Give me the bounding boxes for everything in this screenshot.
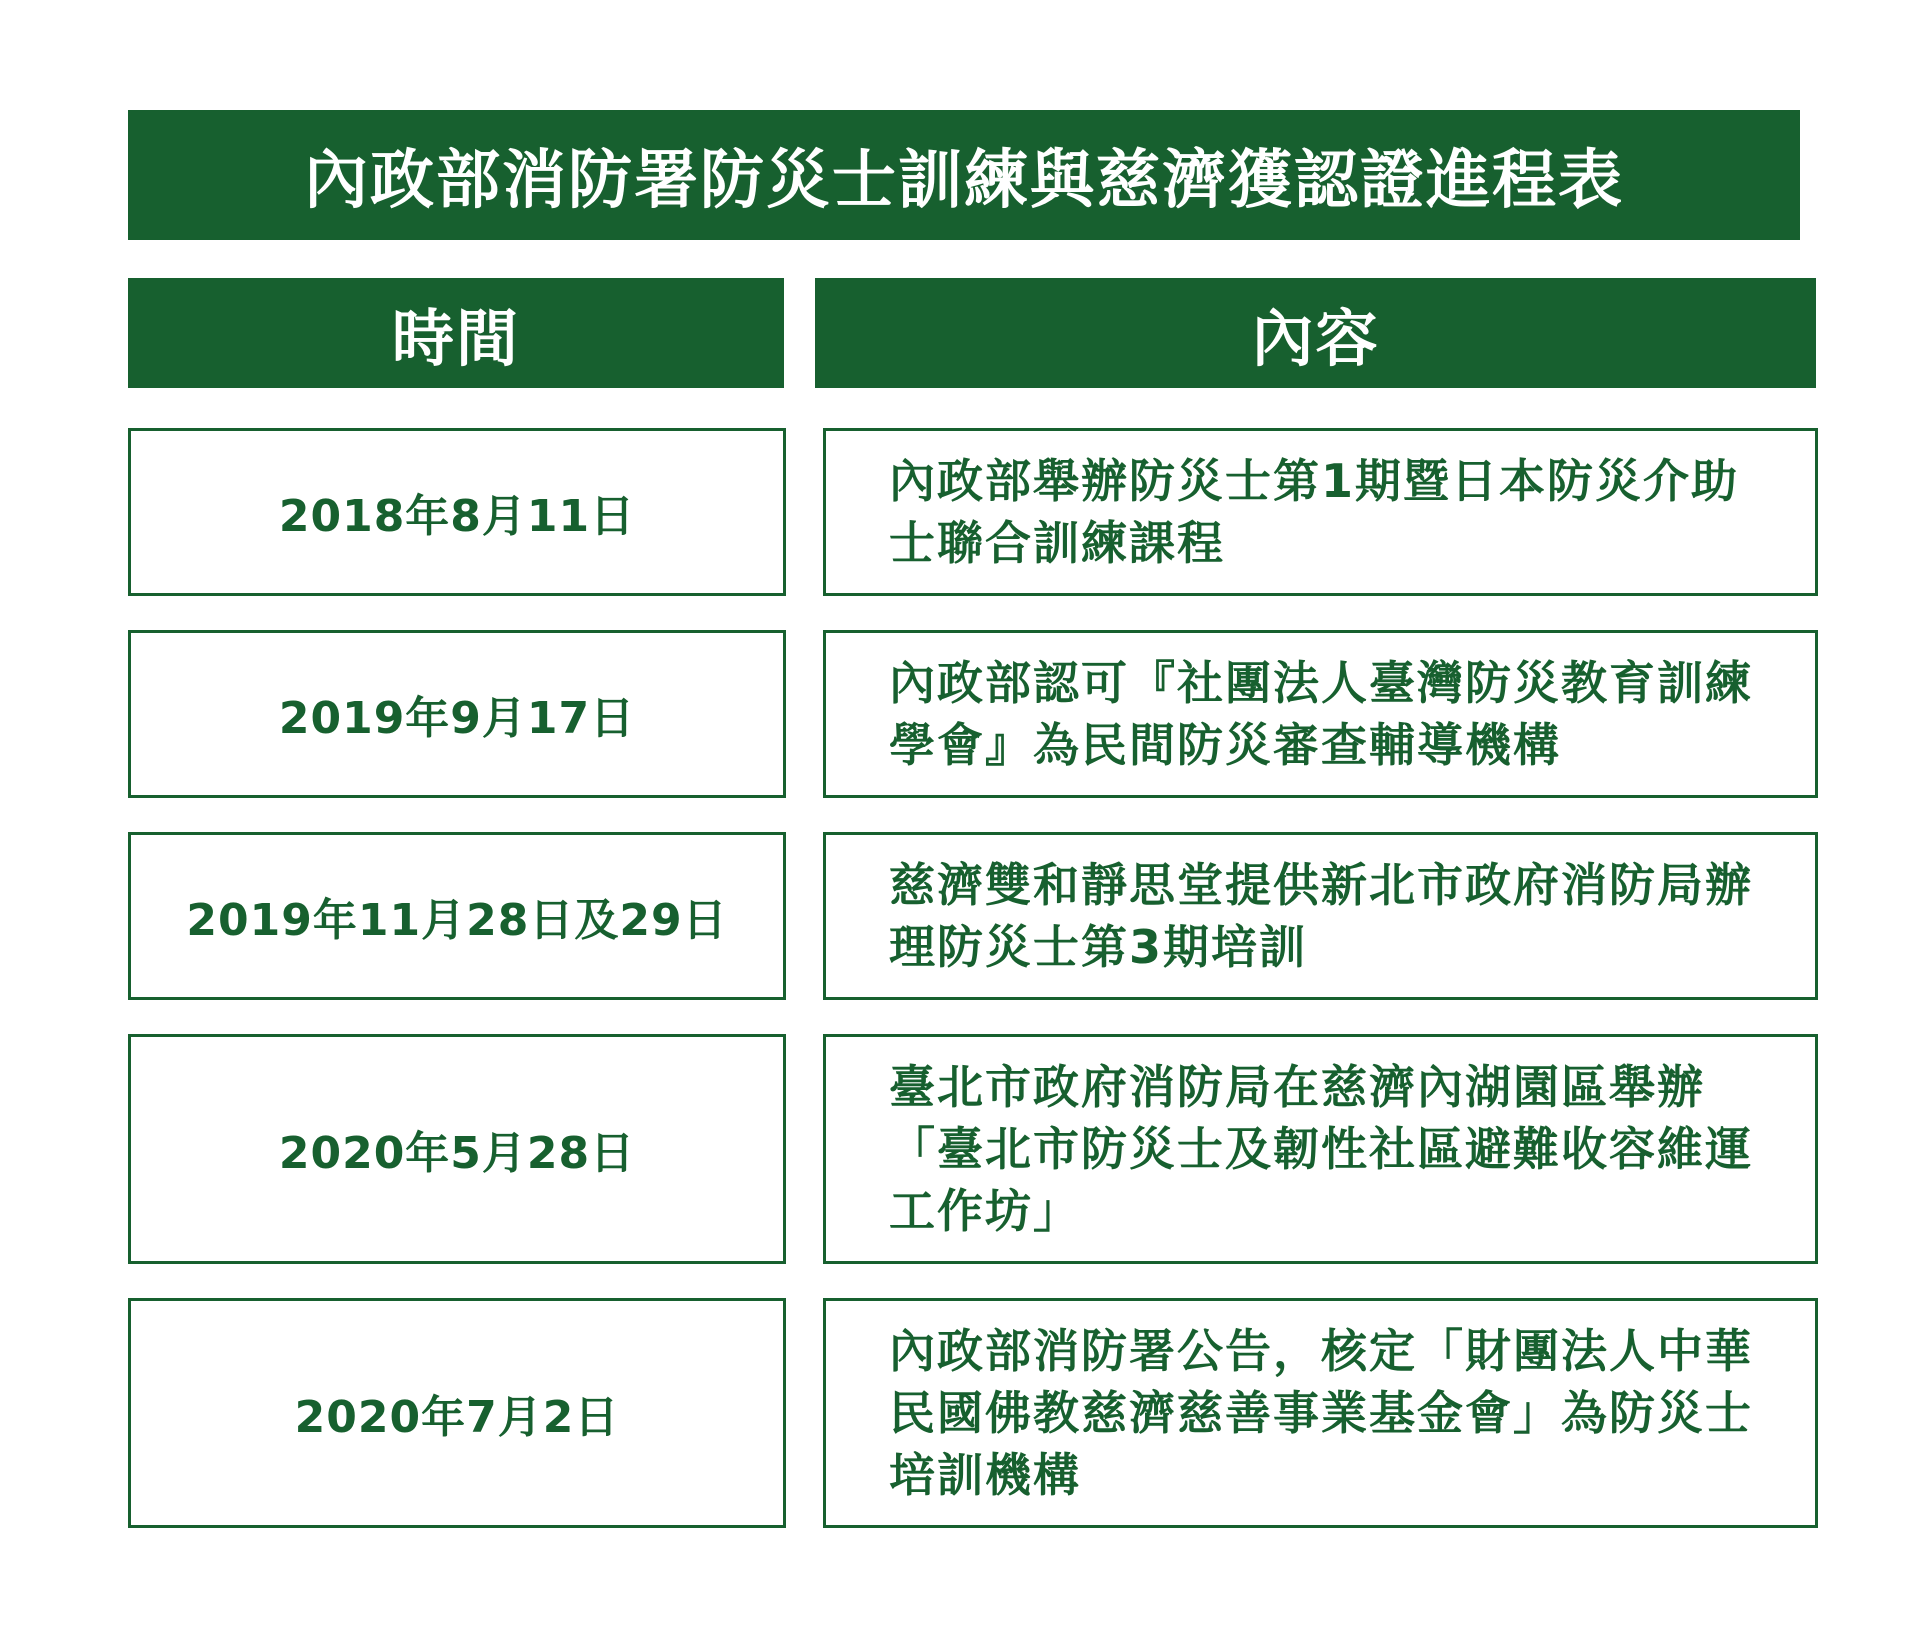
row-2-content bbox=[823, 630, 1818, 798]
row-1-content bbox=[823, 428, 1818, 596]
column-header-content: 內容 bbox=[815, 278, 1816, 388]
row-3-date: 2019年11月28日及29日 bbox=[128, 832, 786, 1000]
row-1-date: 2018年8月11日 bbox=[128, 428, 786, 596]
row-3-content bbox=[823, 832, 1818, 1000]
row-1-content-text: 內政部舉辦防災士第1期暨日本防災介助士聯合訓練課程 bbox=[889, 454, 1740, 570]
row-4-content bbox=[823, 1034, 1818, 1264]
row-2-date: 2019年9月17日 bbox=[128, 630, 786, 798]
row-4-content-text: 臺北市政府消防局在慈濟內湖園區舉辦「臺北市防災士及韌性社區避難收容維運工作坊」 bbox=[889, 1060, 1753, 1238]
row-5-date: 2020年7月2日 bbox=[128, 1298, 786, 1528]
row-5-content-text: 內政部消防署公告，核定「財團法人中華民國佛教慈濟慈善事業基金會」為防災士培訓機構 bbox=[889, 1324, 1753, 1502]
row-5-content bbox=[823, 1298, 1818, 1528]
row-2-content-text: 內政部認可『社團法人臺灣防災教育訓練學會』為民間防災審查輔導機構 bbox=[889, 656, 1753, 772]
row-4-date: 2020年5月28日 bbox=[128, 1034, 786, 1264]
column-header-time: 時間 bbox=[128, 278, 784, 388]
page-title: 內政部消防署防災士訓練與慈濟獲認證進程表 bbox=[128, 110, 1800, 240]
row-3-content-text: 慈濟雙和靜思堂提供新北市政府消防局辦理防災士第3期培訓 bbox=[889, 858, 1753, 974]
